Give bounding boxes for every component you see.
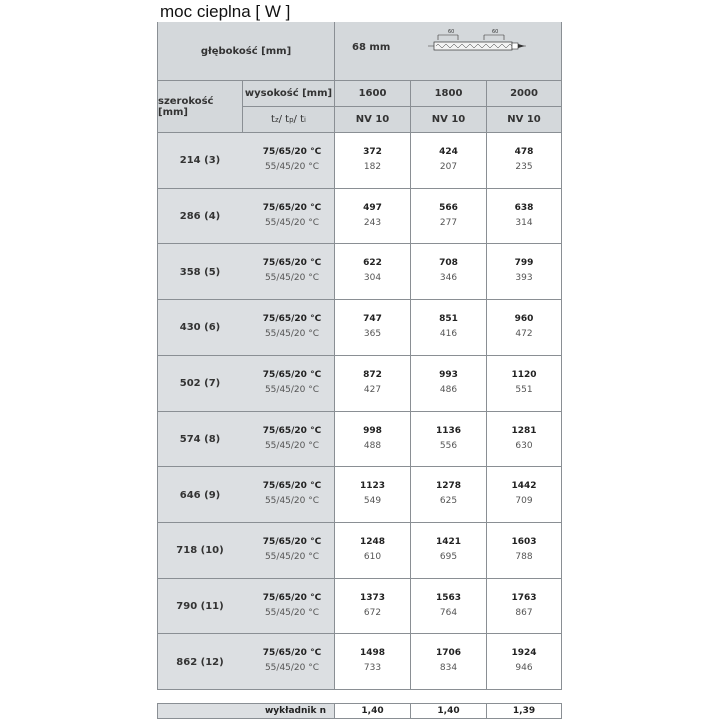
model-col-2: NV 10 [431,114,466,125]
value-primary: 1123 [359,481,386,492]
value-primary: 872 [363,369,382,380]
row-temp-primary: 75/65/20 °C [262,592,322,603]
height-col-3: 2000 [510,88,538,99]
value-cell [411,523,486,579]
row-temp-primary: 75/65/20 °C [262,481,322,492]
height-col-1: 1600 [358,88,387,99]
value-secondary: 788 [515,551,533,562]
value-cell [335,579,410,635]
page-title: moc cieplna [ W ] [160,2,291,21]
exponent-label: wykładnik n [264,706,326,716]
value-cell [335,634,410,690]
row-width-label: 862 (12) [176,656,224,668]
value-cell [411,189,486,245]
value-cell [335,244,410,300]
grid-line [157,22,158,690]
value-primary: 1373 [359,592,386,603]
value-primary: 1603 [511,536,537,547]
value-secondary: 867 [515,607,533,618]
row-temp-primary: 75/65/20 °C [262,369,322,380]
value-secondary: 427 [363,384,382,395]
value-cell [487,523,561,579]
value-cell [487,412,561,468]
value-secondary: 709 [515,496,533,507]
value-cell [335,356,410,412]
row-temp-secondary: 55/45/20 °C [264,162,320,172]
value-secondary: 486 [439,384,458,395]
row-temp-secondary: 55/45/20 °C [264,440,320,451]
row-temp-primary: 75/65/20 °C [262,536,322,547]
temperature-label: t z / t p / t i [271,114,306,125]
depth-label: głębokość [mm] [200,45,292,57]
value-cell [335,523,410,579]
height-label: wysokość [mm] [244,88,333,99]
row-temp-secondary: 55/45/20 °C [264,663,320,674]
row-temp-secondary: 55/45/20 °C [264,329,320,340]
depth-value: 68 mm [352,42,391,53]
diagram-dim-right: 60 [492,29,499,35]
value-secondary: 625 [439,496,458,507]
grid-line [242,106,562,107]
row-temp-secondary: 55/45/20 °C [264,273,320,284]
value-cell [335,300,410,356]
value-cell [335,412,410,468]
value-cell [411,634,486,690]
value-primary: 1563 [435,592,462,603]
value-cell [411,244,486,300]
value-primary: 851 [439,314,458,325]
value-cell [411,133,486,189]
grid-line [157,411,562,412]
grid-line [157,355,562,356]
value-secondary: 314 [515,217,533,228]
value-secondary: 946 [515,663,533,674]
grid-line [561,703,562,719]
value-cell [335,133,410,189]
value-cell [487,300,561,356]
value-secondary: 472 [515,329,533,340]
row-temp-primary: 75/65/20 °C [262,258,322,269]
row-temp-primary: 75/65/20 °C [262,425,322,436]
grid-line [157,80,562,81]
value-primary: 1281 [511,425,537,436]
value-secondary: 207 [439,162,458,172]
value-cell [411,579,486,635]
grid-line [157,466,562,467]
value-secondary: 733 [363,663,382,674]
value-primary: 1120 [511,369,537,380]
row-width-label: 286 (4) [179,211,221,223]
value-secondary: 551 [515,384,533,395]
value-primary: 747 [363,314,382,325]
value-primary: 1248 [359,536,386,547]
value-primary: 372 [363,147,382,157]
grid-line [157,299,562,300]
row-width-label: 790 (11) [176,600,224,612]
grid-line [157,689,562,690]
grid-line [157,718,562,719]
value-primary: 566 [439,202,458,213]
height-col-2: 1800 [434,88,463,99]
row-temp-secondary: 55/45/20 °C [264,607,320,618]
value-primary: 1498 [359,648,386,659]
value-cell [411,412,486,468]
grid-line [157,633,562,634]
row-temp-secondary: 55/45/20 °C [264,384,320,395]
value-primary: 1924 [511,648,537,659]
grid-line [334,22,335,690]
model-col-3: NV 10 [507,114,541,125]
value-primary: 993 [439,369,458,380]
value-secondary: 393 [515,273,533,284]
value-cell [411,356,486,412]
value-secondary: 630 [515,440,533,451]
value-secondary: 549 [363,496,382,507]
value-cell [411,467,486,523]
value-primary: 497 [363,202,382,213]
grid-line [157,243,562,244]
width-label: szerokość [mm] [158,95,214,118]
value-primary: 960 [514,314,534,325]
value-primary: 478 [514,147,534,157]
grid-line [486,81,487,690]
row-width-label: 358 (5) [179,266,221,278]
row-width-label: 430 (6) [179,322,221,334]
value-secondary: 556 [439,440,458,451]
value-secondary: 277 [439,217,458,228]
value-cell [335,189,410,245]
value-cell [487,634,561,690]
radiator-profile-diagram [428,26,528,62]
value-primary: 1706 [435,648,462,659]
exponent-value-3: 1,39 [512,706,536,716]
row-temp-secondary: 55/45/20 °C [264,551,320,562]
row-width-label: 502 (7) [179,378,221,390]
exponent-value-2: 1,40 [437,706,460,716]
value-primary: 998 [363,425,382,436]
value-primary: 799 [514,258,534,269]
value-secondary: 416 [439,329,458,340]
value-secondary: 695 [439,551,458,562]
row-temp-primary: 75/65/20 °C [262,648,322,659]
value-primary: 638 [514,202,534,213]
value-primary: 708 [439,258,458,269]
row-width-label: 718 (10) [176,545,224,557]
row-width-label: 214 (3) [179,155,221,167]
value-secondary: 764 [439,607,458,618]
value-secondary: 235 [515,162,533,172]
value-cell [335,467,410,523]
value-primary: 622 [363,258,382,269]
value-secondary: 346 [439,273,458,284]
value-cell [487,133,561,189]
grid-line [157,522,562,523]
row-temp-primary: 75/65/20 °C [262,147,322,157]
row-temp-primary: 75/65/20 °C [262,202,322,213]
grid-line [157,188,562,189]
diagram-dim-left: 60 [448,29,455,35]
value-cell [487,244,561,300]
row-width-label: 646 (9) [179,489,221,501]
value-primary: 1763 [511,592,537,603]
grid-line [157,578,562,579]
value-primary: 424 [439,147,458,157]
grid-line [561,22,562,690]
value-primary: 1421 [435,536,462,547]
value-secondary: 304 [363,273,382,284]
value-secondary: 834 [439,663,458,674]
row-width-label: 574 (8) [179,433,221,445]
value-primary: 1136 [435,425,462,436]
row-temp-secondary: 55/45/20 °C [264,217,320,228]
value-primary: 1442 [511,481,537,492]
value-secondary: 610 [363,551,382,562]
value-cell [487,356,561,412]
value-cell [487,189,561,245]
grid-line [157,132,562,133]
value-secondary: 243 [363,217,382,228]
row-temp-secondary: 55/45/20 °C [264,496,320,507]
value-cell [487,579,561,635]
value-secondary: 488 [363,440,382,451]
exponent-value-1: 1,40 [361,706,384,716]
value-secondary: 672 [363,607,382,618]
value-cell [411,300,486,356]
value-secondary: 182 [363,162,382,172]
grid-line [410,81,411,690]
value-primary: 1278 [435,481,462,492]
model-col-1: NV 10 [355,114,390,125]
value-cell [487,467,561,523]
row-temp-primary: 75/65/20 °C [262,314,322,325]
value-secondary: 365 [363,329,382,340]
